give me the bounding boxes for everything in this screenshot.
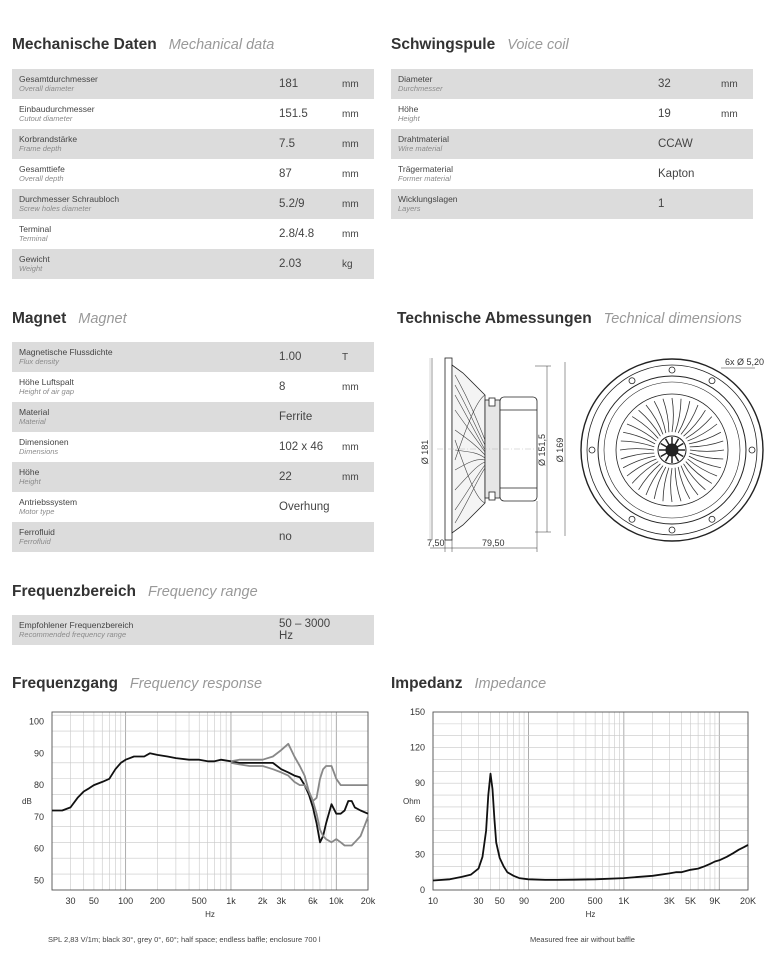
spec-row [12,462,374,492]
spec-label [391,159,658,189]
spec-row [12,492,374,522]
x-tick-label: 20K [739,896,757,906]
dimensions-title: Technische Abmessungen Technical dimensions [397,310,742,327]
spec-label-en: Layers [398,204,421,213]
spec-unit: mm [342,189,374,219]
spec-unit: mm [342,219,374,249]
x-axis-label: Hz [585,910,596,919]
spec-row [391,159,753,189]
x-tick-label: 3k [276,896,286,906]
spec-label [12,522,279,552]
spec-value: 1 [658,189,721,219]
spec-unit: mm [342,159,374,189]
spec-row [12,432,374,462]
dim-frame-depth: 7,50 [427,538,445,548]
spec-unit: mm [342,372,374,402]
x-axis-label: Hz [205,910,215,919]
spec-row [391,99,753,129]
spec-label-en: Overall diameter [19,84,75,93]
voice-coil-table [391,69,753,219]
spec-row [12,372,374,402]
impedance-caption: Measured free air without baffle [530,935,635,944]
y-axis-label: Ohm [403,797,421,806]
spec-row [12,129,374,159]
spec-label-en: Terminal [19,234,48,243]
spec-label-de: Empfohlener Frequenzbereich [19,620,134,630]
spec-unit [342,492,374,522]
spec-unit: kg [342,249,374,279]
spec-label-de: Wicklungslagen [398,194,458,204]
spec-label-en: Overall depth [19,174,64,183]
spec-label-en: Height [398,114,420,123]
spec-label [12,372,279,402]
spec-label [12,189,279,219]
spec-label-en: Wire material [398,144,443,153]
spec-label [12,402,279,432]
series-line [433,774,748,881]
spec-row [12,342,374,372]
x-tick-label: 1k [226,896,236,906]
y-tick-label: 90 [414,778,425,789]
spec-value: Overhung [279,492,342,522]
voice-coil-title: Schwingspule Voice coil [391,36,569,53]
spec-value: 181 [279,69,342,99]
spec-label-en: Frame depth [19,144,62,153]
spec-label-en: Former material [398,174,451,183]
mechanical-table [12,69,374,279]
spec-label-en: Ferrofluid [19,537,51,546]
spec-label-de: Antriebssystem [19,497,78,507]
spec-value: 2.03 [279,249,342,279]
dim-overall: Ø 181 [420,439,430,465]
grid [52,712,368,890]
x-tick-label: 3K [663,896,675,906]
side-view [430,358,545,540]
spec-label [12,99,279,129]
x-tick-label: 1K [618,896,630,906]
y-tick-label: 60 [33,843,44,854]
spec-label-en: Dimensions [19,447,59,456]
magnet-title: Magnet Magnet [12,310,127,327]
spec-value: no [279,522,342,552]
spec-label-en: Height of air gap [19,387,75,396]
x-tick-label: 200 [549,896,565,906]
spec-value: 32 [658,69,721,99]
dim-holes-circle: Ø 169 [555,437,565,463]
spec-label-en: Recommended frequency range [19,630,127,639]
spec-row [12,522,374,552]
spec-label-de: Trägermaterial [398,164,453,174]
spec-row [391,129,753,159]
spec-label-en: Motor type [19,507,55,516]
x-tick-label: 20k [360,896,376,906]
spec-row [391,69,753,99]
x-tick-label: 2k [257,896,268,906]
spec-unit: mm [721,69,753,99]
spec-unit [342,615,374,645]
spec-label-en: Height [19,477,41,486]
impedance-title: Impedanz Impedance [391,675,547,692]
frequency-range-table [12,615,374,645]
spec-row [12,69,374,99]
spec-label [12,462,279,492]
spec-row [12,402,374,432]
spec-label [12,615,279,645]
spec-label [12,159,279,189]
spec-unit [721,159,753,189]
spec-label-de: Korbrandstärke [19,134,78,144]
spec-label-en: Weight [19,264,43,273]
y-tick-label: 60 [414,813,425,824]
spec-value: 8 [279,372,342,402]
spec-value: 87 [279,159,342,189]
spec-unit [342,402,374,432]
frequency-response-title: Frequenzgang Frequency response [12,675,263,692]
y-tick-label: 90 [33,748,44,759]
y-tick-label: 100 [28,716,44,727]
spec-label [391,69,658,99]
x-tick-label: 200 [149,896,165,906]
spec-unit [721,189,753,219]
spec-label-de: Terminal [19,224,52,234]
dim-cutout: Ø 151,5 [537,433,547,467]
spec-unit: mm [342,129,374,159]
spec-value: 22 [279,462,342,492]
x-tick-label: 500 [191,896,207,906]
spec-unit: mm [342,99,374,129]
spec-unit: T [342,342,374,372]
spec-label [391,99,658,129]
frequency-response-caption: SPL 2,83 V/1m; black 30°, grey 0°, 60°; half space; endless baffle; enclosure 700 l [48,935,321,944]
x-tick-label: 30 [473,896,484,906]
spec-label-de: Höhe [19,467,40,477]
x-tick-label: 10 [427,896,439,906]
spec-value: 7.5 [279,129,342,159]
spec-label-de: Durchmesser Schraubloch [19,194,120,204]
spec-label [12,492,279,522]
spec-value: 2.8/4.8 [279,219,342,249]
spec-unit: mm [342,69,374,99]
magnet-table [12,342,374,552]
spec-value: Kapton [658,159,721,189]
frequency-range-title: Frequenzbereich Frequency range [12,583,258,600]
front-view [581,359,763,541]
spec-label-de: Magnetische Flussdichte [19,347,113,357]
x-tick-label: 100 [118,896,134,906]
spec-label [12,219,279,249]
spec-label-de: Gewicht [19,254,50,264]
dim-holes: 6x Ø 5,20 [725,357,765,367]
y-tick-label: 50 [33,875,44,886]
x-tick-label: 5K [685,896,697,906]
spec-value: 5.2/9 [279,189,342,219]
spec-label-en: Material [19,417,46,426]
spec-label [12,249,279,279]
spec-row [12,615,374,645]
y-tick-label: 0 [419,885,425,895]
spec-row [12,159,374,189]
y-tick-label: 30 [414,849,425,860]
dim-depth: 79,50 [482,538,505,548]
spec-label-de: Gesamttiefe [19,164,65,174]
spec-label [12,129,279,159]
spec-label-en: Cutout diameter [19,114,73,123]
spec-row [391,189,753,219]
spec-label-de: Material [19,407,50,417]
spec-value: 102 x 46 [279,432,342,462]
spec-value: 19 [658,99,721,129]
spec-value: CCAW [658,129,721,159]
x-tick-label: 90 [519,896,530,906]
spec-label-de: Dimensionen [19,437,69,447]
x-tick-label: 30 [65,896,76,906]
spec-label-de: Höhe Luftspalt [19,377,74,387]
spec-label-de: Diameter [398,74,433,84]
impedance-chart [385,700,770,935]
spec-label [391,129,658,159]
spec-unit: mm [342,432,374,462]
x-tick-label: 9K [709,896,721,906]
x-tick-label: 50 [88,896,99,906]
spec-row [12,249,374,279]
spec-label-de: Drahtmaterial [398,134,450,144]
plot-frame [52,712,368,890]
spec-label [12,342,279,372]
y-tick-label: 70 [33,811,44,822]
spec-unit [721,129,753,159]
spec-row [12,99,374,129]
spec-value: 1.00 [279,342,342,372]
series-line [231,744,368,801]
spec-label [12,432,279,462]
spec-unit: mm [721,99,753,129]
spec-unit: mm [342,462,374,492]
spec-value: Ferrite [279,402,342,432]
spec-label-de: Ferrofluid [19,527,55,537]
spec-label-de: Höhe [398,104,419,114]
dimension-drawing [385,340,770,555]
x-tick-label: 500 [587,896,603,906]
spec-label-de: Einbaudurchmesser [19,104,95,114]
frequency-response-chart [0,700,385,935]
spec-value: 151.5 [279,99,342,129]
mechanical-title: Mechanische Daten Mechanical data [12,36,275,53]
y-axis-label: dB [22,797,32,806]
x-tick-label: 50 [494,896,505,906]
y-tick-label: 120 [409,742,425,753]
spec-label-en: Durchmesser [398,84,443,93]
spec-label [391,189,658,219]
spec-row [12,189,374,219]
spec-label-en: Screw holes diameter [19,204,92,213]
y-tick-label: 150 [409,707,425,717]
spec-label-en: Flux density [19,357,60,366]
spec-label [12,69,279,99]
spec-unit [342,522,374,552]
spec-row [12,219,374,249]
spec-value: 50 – 3000 Hz [279,615,342,645]
y-tick-label: 80 [33,780,44,791]
x-tick-label: 10k [329,896,344,906]
x-tick-label: 6k [308,896,318,906]
spec-label-de: Gesamtdurchmesser [19,74,98,84]
